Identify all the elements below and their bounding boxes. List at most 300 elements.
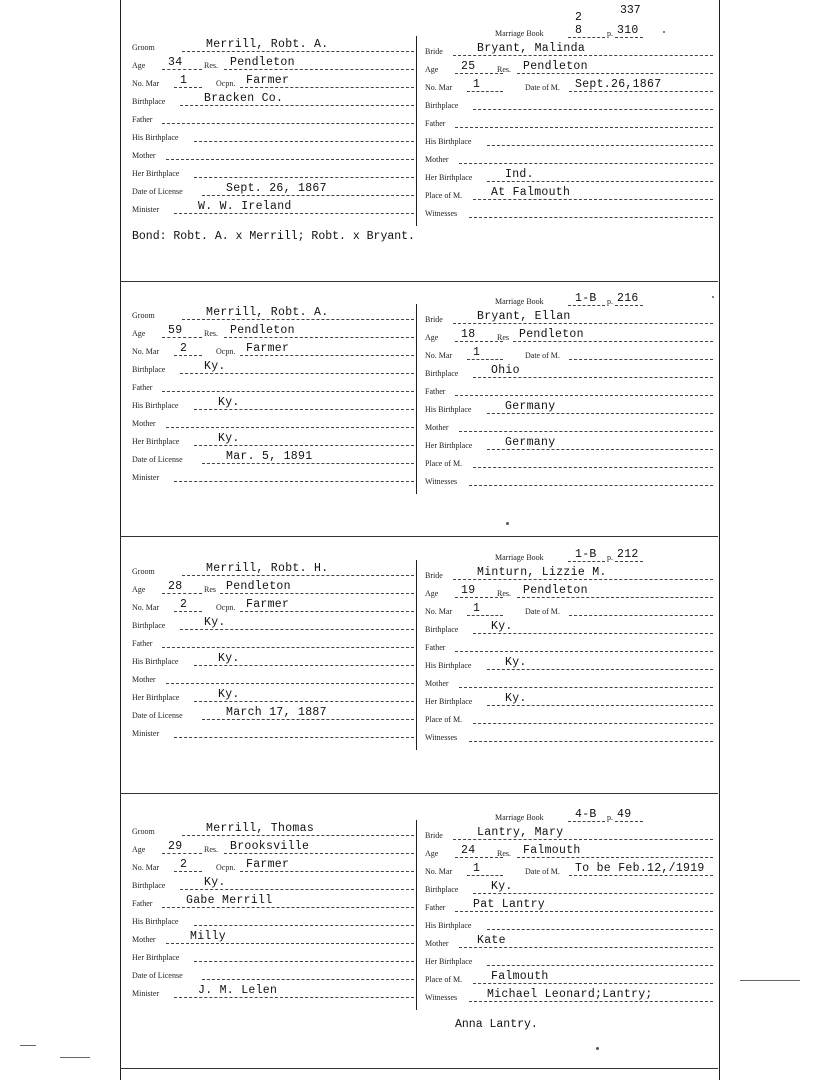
groom-field-value: Mar. 5, 1891 — [226, 450, 313, 463]
dotted-line — [473, 377, 713, 378]
book-page-value: 212 — [617, 548, 639, 561]
dotted-line — [174, 997, 414, 998]
groom-minister-row — [132, 722, 414, 740]
dotted-line — [174, 213, 414, 214]
groom-field-label: Date of License — [132, 455, 183, 464]
column-divider — [416, 36, 417, 226]
groom-field-label: Res. — [204, 329, 218, 338]
dotted-line — [467, 359, 503, 360]
groom-field-value: Farmer — [246, 858, 290, 871]
groom-groom-row — [132, 820, 414, 838]
groom-field-label: No. Mar — [132, 863, 160, 872]
groom-field-label: Groom — [132, 567, 155, 576]
groom-minister-row — [132, 982, 414, 1000]
bride-field-label: Mother — [425, 155, 449, 164]
bride-field-label: Age — [425, 65, 439, 74]
groom-father-row — [132, 632, 414, 650]
bride-field-label: No. Mar — [425, 351, 453, 360]
bride-birthplace-row — [425, 618, 713, 636]
bride-field-value: Pat Lantry — [473, 898, 546, 911]
dotted-line — [568, 37, 605, 38]
bride-field-value: To be Feb.12,/1919 — [575, 862, 705, 875]
bride-field-label: Her Birthplace — [425, 697, 473, 706]
bride-his-birthplace-row — [425, 914, 713, 932]
bride-field-label: Witnesses — [425, 993, 458, 1002]
bride-mother-row — [425, 932, 713, 950]
dotted-line — [180, 629, 414, 630]
bride-mother-row — [425, 148, 713, 166]
dotted-line — [473, 983, 713, 984]
bride-witnesses-row — [425, 726, 713, 744]
dotted-line — [162, 593, 202, 594]
groom-field-label: His Birthplace — [132, 657, 179, 666]
dotted-line — [473, 633, 713, 634]
groom-birthplace-row — [132, 90, 414, 108]
dotted-line — [473, 723, 713, 724]
groom-field-label: Minister — [132, 729, 160, 738]
groom-date-of-license-row — [132, 964, 414, 982]
bride-field-label: His Birthplace — [425, 661, 472, 670]
bride-birthplace-row — [425, 878, 713, 896]
groom-her-birthplace-row — [132, 686, 414, 704]
dotted-line — [473, 467, 713, 468]
dotted-line — [615, 821, 643, 822]
groom-field-value: 34 — [168, 56, 183, 69]
groom-field-value: Merrill, Thomas — [206, 822, 315, 835]
groom-date-of-license-row — [132, 448, 414, 466]
bride-father-row — [425, 380, 713, 398]
dotted-line — [162, 337, 202, 338]
groom-field-label: Res. — [204, 61, 218, 70]
dotted-line — [473, 199, 713, 200]
bride-field-label: Father — [425, 119, 446, 128]
groom-mother-row — [132, 928, 414, 946]
groom-field-label: Mother — [132, 675, 156, 684]
groom-field-value: Bracken Co. — [204, 92, 284, 105]
groom-field-value: Ky. — [218, 396, 240, 409]
dotted-line — [182, 51, 414, 52]
groom-field-value: 2 — [180, 598, 188, 611]
dotted-line — [569, 615, 713, 616]
dotted-line — [180, 889, 414, 890]
bride-field-value: At Falmouth — [491, 186, 571, 199]
dotted-line — [469, 485, 713, 486]
marriage-book-label: Marriage Book — [495, 297, 544, 306]
dotted-line — [180, 105, 414, 106]
bride-witnesses-row — [425, 470, 713, 488]
dotted-line — [455, 73, 503, 74]
dotted-line — [455, 341, 503, 342]
dotted-line — [182, 575, 414, 576]
dotted-line — [615, 305, 643, 306]
marriage-book-label: Marriage Book — [495, 813, 544, 822]
marriage-record — [120, 546, 718, 796]
dotted-line — [568, 305, 605, 306]
groom-field-value: 59 — [168, 324, 183, 337]
dotted-line — [453, 839, 713, 840]
groom-field-label: Age — [132, 845, 146, 854]
groom-field-value: Ky. — [204, 616, 226, 629]
groom-field-label: Father — [132, 899, 153, 908]
groom-birthplace-row — [132, 614, 414, 632]
dotted-line — [202, 979, 414, 980]
groom-field-label: Groom — [132, 827, 155, 836]
dotted-line — [455, 911, 713, 912]
bride-field-label: Witnesses — [425, 733, 458, 742]
bride-field-value: Ky. — [491, 620, 513, 633]
dotted-line — [467, 875, 503, 876]
dotted-line — [469, 217, 713, 218]
groom-field-label: Birthplace — [132, 365, 166, 374]
bride-field-value: Ky. — [505, 656, 527, 669]
bride-age-row — [425, 58, 713, 76]
dotted-line — [224, 853, 414, 854]
bride-field-label: Res. — [497, 849, 511, 858]
bond-note: Bond: Robt. A. x Merrill; Robt. x Bryant. — [132, 230, 415, 243]
groom-her-birthplace-row — [132, 946, 414, 964]
bride-field-label: No. Mar — [425, 607, 453, 616]
bride-field-value: 1 — [473, 862, 481, 875]
dotted-line — [194, 141, 414, 142]
groom-field-value: Farmer — [246, 74, 290, 87]
bride-mother-row — [425, 672, 713, 690]
bride-field-label: Bride — [425, 47, 443, 56]
bride-field-value: 1 — [473, 346, 481, 359]
groom-field-label: Res — [204, 585, 216, 594]
groom-field-label: Father — [132, 639, 153, 648]
dotted-line — [487, 181, 713, 182]
dotted-line — [487, 669, 713, 670]
dotted-line — [455, 127, 713, 128]
groom-field-label: Birthplace — [132, 97, 166, 106]
groom-field-value: March 17, 1887 — [226, 706, 327, 719]
bride-bride-row — [425, 824, 713, 842]
scan-speck — [506, 522, 509, 525]
scan-mark — [740, 980, 800, 981]
bride-field-label: Date of M. — [525, 867, 560, 876]
marriage-book-label: Marriage Book — [495, 553, 544, 562]
bride-his-birthplace-row — [425, 654, 713, 672]
bride-field-value: Pendleton — [519, 328, 584, 341]
dotted-line — [162, 853, 202, 854]
dotted-line — [569, 91, 713, 92]
groom-field-value: Merrill, Robt. A. — [206, 38, 329, 51]
groom-field-value: 2 — [180, 858, 188, 871]
groom-field-value: 2 — [180, 342, 188, 355]
dotted-line — [453, 55, 713, 56]
groom-field-label: His Birthplace — [132, 917, 179, 926]
groom-field-label: His Birthplace — [132, 133, 179, 142]
dotted-line — [174, 481, 414, 482]
bride-her-birthplace-row — [425, 434, 713, 452]
marriage-book-value: 4-B — [575, 808, 597, 821]
groom-field-label: Groom — [132, 311, 155, 320]
dotted-line — [487, 449, 713, 450]
dotted-line — [202, 719, 414, 720]
dotted-line — [568, 821, 605, 822]
groom-field-label: Her Birthplace — [132, 437, 180, 446]
dotted-line — [455, 651, 713, 652]
groom-field-value: Sept. 26, 1867 — [226, 182, 327, 195]
groom-field-label: Minister — [132, 989, 160, 998]
groom-field-value: Gabe Merrill — [186, 894, 273, 907]
dotted-line — [455, 395, 713, 396]
groom-field-value: Ky. — [218, 652, 240, 665]
groom-field-label: Birthplace — [132, 881, 166, 890]
bride-field-label: Father — [425, 643, 446, 652]
dotted-line — [517, 73, 713, 74]
dotted-line — [174, 871, 202, 872]
groom-age-row — [132, 322, 414, 340]
groom-his-birthplace-row — [132, 126, 414, 144]
bride-no-mar-row — [425, 860, 713, 878]
dotted-line — [162, 123, 414, 124]
groom-field-value: Ky. — [218, 432, 240, 445]
bride-field-value: Pendleton — [523, 584, 588, 597]
bride-no-mar-row — [425, 76, 713, 94]
groom-age-row — [132, 838, 414, 856]
book-page-value: 310 — [617, 24, 639, 37]
groom-her-birthplace-row — [132, 162, 414, 180]
bride-field-label: His Birthplace — [425, 137, 472, 146]
dotted-line — [174, 355, 202, 356]
bride-field-label: Birthplace — [425, 625, 459, 634]
dotted-line — [240, 611, 414, 612]
dotted-line — [194, 177, 414, 178]
bride-field-label: Birthplace — [425, 885, 459, 894]
marriage-book-line — [425, 546, 713, 564]
bride-field-value: 24 — [461, 844, 476, 857]
groom-father-row — [132, 376, 414, 394]
bride-father-row — [425, 896, 713, 914]
bride-place-of-m-row — [425, 452, 713, 470]
dotted-line — [473, 109, 713, 110]
dotted-line — [162, 907, 414, 908]
bride-field-value: Ky. — [505, 692, 527, 705]
groom-field-value: Ky. — [218, 688, 240, 701]
bride-no-mar-row — [425, 600, 713, 618]
groom-field-value: Ky. — [204, 360, 226, 373]
scan-speck — [663, 31, 665, 33]
dotted-line — [194, 665, 414, 666]
groom-field-label: Her Birthplace — [132, 953, 180, 962]
groom-minister-row — [132, 466, 414, 484]
groom-field-label: Her Birthplace — [132, 693, 180, 702]
groom-field-value: Farmer — [246, 342, 290, 355]
bride-bride-row — [425, 308, 713, 326]
dotted-line — [240, 871, 414, 872]
dotted-line — [469, 1001, 713, 1002]
dotted-line — [166, 159, 414, 160]
bride-field-label: Date of M. — [525, 351, 560, 360]
column-divider — [416, 820, 417, 1010]
column-divider — [416, 560, 417, 750]
bride-place-of-m-row — [425, 708, 713, 726]
marriage-book-value: 1-B — [575, 548, 597, 561]
dotted-line — [202, 195, 414, 196]
marriage-record — [120, 11, 718, 272]
groom-no-mar-row — [132, 856, 414, 874]
groom-field-label: Age — [132, 329, 146, 338]
groom-field-value: Farmer — [246, 598, 290, 611]
bride-field-label: No. Mar — [425, 83, 453, 92]
groom-field-label: Date of License — [132, 971, 183, 980]
dotted-line — [455, 597, 503, 598]
marriage-record — [120, 290, 718, 540]
bride-birthplace-row — [425, 362, 713, 380]
page-number: 337 — [620, 4, 641, 17]
groom-field-label: No. Mar — [132, 79, 160, 88]
groom-field-label: Father — [132, 115, 153, 124]
groom-his-birthplace-row — [132, 910, 414, 928]
groom-field-value: Merrill, Robt. A. — [206, 306, 329, 319]
dotted-line — [182, 835, 414, 836]
groom-field-label: Res. — [204, 845, 218, 854]
groom-field-label: Age — [132, 585, 146, 594]
bride-field-value: Ohio — [491, 364, 520, 377]
bride-field-label: Bride — [425, 831, 443, 840]
dotted-line — [487, 145, 713, 146]
groom-field-label: His Birthplace — [132, 401, 179, 410]
bride-field-value: Falmouth — [491, 970, 549, 983]
dotted-line — [615, 561, 643, 562]
scan-mark — [60, 1057, 90, 1058]
dotted-line — [459, 431, 713, 432]
record-divider — [120, 281, 718, 282]
bride-field-label: Res. — [497, 589, 511, 598]
dotted-line — [194, 925, 414, 926]
groom-mother-row — [132, 668, 414, 686]
bride-field-value: Bryant, Malinda — [477, 42, 586, 55]
bride-age-row — [425, 842, 713, 860]
dotted-line — [194, 409, 414, 410]
bride-father-row — [425, 112, 713, 130]
dotted-line — [162, 69, 202, 70]
groom-minister-row — [132, 198, 414, 216]
dotted-line — [174, 737, 414, 738]
bride-field-label: Date of M. — [525, 607, 560, 616]
groom-field-label: Ocpn. — [216, 347, 236, 356]
bride-field-value: 18 — [461, 328, 476, 341]
bride-her-birthplace-row — [425, 950, 713, 968]
bride-place-of-m-row — [425, 184, 713, 202]
book-page-value: 49 — [617, 808, 632, 821]
dotted-line — [473, 893, 713, 894]
groom-field-value: W. W. Ireland — [198, 200, 292, 213]
groom-field-value: 28 — [168, 580, 183, 593]
page-label: p. — [607, 553, 613, 562]
bride-field-value: Minturn, Lizzie M. — [477, 566, 607, 579]
groom-field-label: No. Mar — [132, 603, 160, 612]
groom-field-label: Groom — [132, 43, 155, 52]
bride-birthplace-row — [425, 94, 713, 112]
dotted-line — [459, 687, 713, 688]
dotted-line — [162, 647, 414, 648]
dotted-line — [240, 355, 414, 356]
page-label: p. — [607, 297, 613, 306]
bride-her-birthplace-row — [425, 690, 713, 708]
dotted-line — [455, 857, 503, 858]
bride-field-value: Falmouth — [523, 844, 581, 857]
groom-field-value: 29 — [168, 840, 183, 853]
groom-field-label: Her Birthplace — [132, 169, 180, 178]
bride-witnesses-row — [425, 202, 713, 220]
book-page-value: 216 — [617, 292, 639, 305]
dotted-line — [568, 561, 605, 562]
scan-speck — [712, 296, 714, 298]
bride-no-mar-row — [425, 344, 713, 362]
groom-field-label: Minister — [132, 205, 160, 214]
groom-field-value: J. M. Lelen — [198, 984, 278, 997]
dotted-line — [467, 91, 503, 92]
groom-field-label: Mother — [132, 151, 156, 160]
groom-field-value: Brooksville — [230, 840, 310, 853]
dotted-line — [467, 615, 503, 616]
bride-field-label: Age — [425, 849, 439, 858]
dotted-line — [459, 947, 713, 948]
dotted-line — [194, 701, 414, 702]
groom-groom-row — [132, 36, 414, 54]
marriage-book-value: 8 — [575, 24, 583, 37]
dotted-line — [517, 597, 713, 598]
dotted-line — [569, 875, 713, 876]
bride-field-label: Father — [425, 387, 446, 396]
dotted-line — [487, 929, 713, 930]
bride-field-label: No. Mar — [425, 867, 453, 876]
groom-mother-row — [132, 412, 414, 430]
bride-field-value: Bryant, Ellan — [477, 310, 571, 323]
dotted-line — [182, 319, 414, 320]
groom-date-of-license-row — [132, 180, 414, 198]
dotted-line — [459, 163, 713, 164]
groom-father-row — [132, 892, 414, 910]
bride-field-value: Lantry, Mary — [477, 826, 564, 839]
bride-field-label: Date of M. — [525, 83, 560, 92]
groom-field-value: Pendleton — [230, 56, 295, 69]
bride-field-label: Her Birthplace — [425, 441, 473, 450]
bride-field-label: His Birthplace — [425, 405, 472, 414]
dotted-line — [180, 373, 414, 374]
groom-age-row — [132, 54, 414, 72]
book-note: 2 — [575, 11, 583, 24]
bride-field-label: Place of M. — [425, 715, 463, 724]
dotted-line — [453, 579, 713, 580]
dotted-line — [487, 965, 713, 966]
bride-field-label: Mother — [425, 939, 449, 948]
dotted-line — [224, 69, 414, 70]
bride-field-label: Witnesses — [425, 209, 458, 218]
dotted-line — [166, 427, 414, 428]
bride-field-value: 19 — [461, 584, 476, 597]
groom-field-label: Age — [132, 61, 146, 70]
bride-field-value: 1 — [473, 78, 481, 91]
groom-field-value: Pendleton — [226, 580, 291, 593]
groom-field-value: Milly — [190, 930, 227, 943]
groom-father-row — [132, 108, 414, 126]
groom-birthplace-row — [132, 358, 414, 376]
bride-field-label: Mother — [425, 423, 449, 432]
marriage-book-value: 1-B — [575, 292, 597, 305]
dotted-line — [162, 391, 414, 392]
groom-his-birthplace-row — [132, 394, 414, 412]
bride-field-label: Res — [497, 333, 509, 342]
bride-age-row — [425, 582, 713, 600]
bride-field-label: Mother — [425, 679, 449, 688]
groom-field-label: Ocpn. — [216, 863, 236, 872]
scan-speck — [596, 1047, 599, 1050]
groom-field-label: Ocpn. — [216, 603, 236, 612]
bride-field-label: Place of M. — [425, 975, 463, 984]
